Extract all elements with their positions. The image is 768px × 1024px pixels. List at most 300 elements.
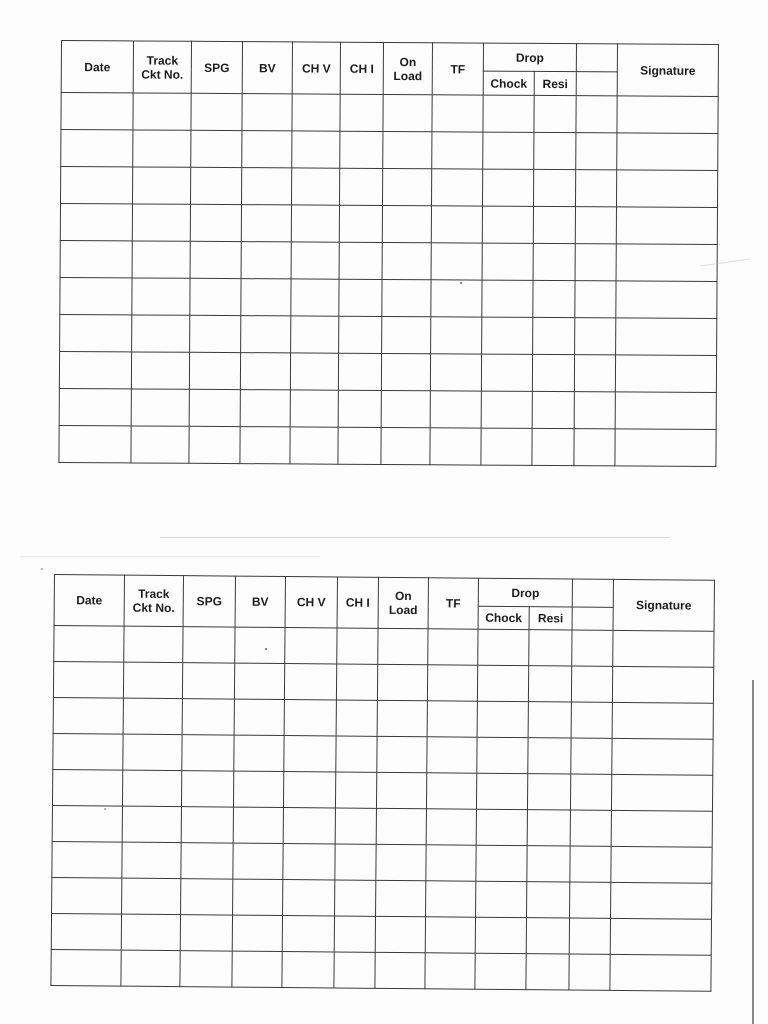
col-date-header: Date — [61, 41, 133, 93]
table-cell — [475, 917, 526, 953]
table-cell — [431, 169, 482, 206]
table-cell — [189, 426, 240, 463]
table-cell — [283, 808, 335, 844]
table-row — [60, 204, 717, 245]
table-cell — [233, 771, 283, 807]
col-ch-v-header: CH V — [285, 577, 337, 628]
table-cell — [476, 881, 527, 917]
table-cell — [534, 132, 576, 169]
table-cell — [59, 425, 131, 462]
table-cell — [477, 701, 528, 737]
table-cell — [482, 317, 533, 354]
table-cell — [476, 845, 527, 881]
table-cell — [339, 279, 382, 316]
table-cell — [576, 96, 617, 133]
table-cell — [616, 318, 717, 356]
table-cell — [616, 281, 717, 319]
table-cell — [290, 390, 338, 427]
col-on-load-header — [383, 42, 432, 94]
table-cell — [575, 170, 616, 207]
table-cell — [570, 846, 611, 882]
col-drop-resi-header: Resi — [534, 71, 576, 95]
table-cell — [53, 697, 123, 734]
table-cell — [284, 736, 336, 772]
col-drop-chock-header: Chock — [478, 606, 529, 629]
table-cell — [282, 916, 334, 952]
table-cell — [377, 664, 427, 700]
col-ch-i-header: CH I — [340, 42, 383, 94]
table-cell — [335, 772, 376, 808]
table-cell — [533, 280, 575, 317]
table-row — [59, 388, 716, 429]
table-cell — [569, 954, 610, 990]
col-bv-header: BV — [242, 42, 292, 94]
table-cell — [292, 131, 340, 168]
table-cell — [617, 96, 718, 134]
table-cell — [191, 93, 242, 130]
scan-speck — [265, 648, 267, 650]
table-cell — [183, 627, 235, 663]
table-cell — [431, 317, 482, 354]
table-cell — [191, 130, 242, 167]
col-drop-resi-header: Resi — [529, 607, 572, 630]
table-cell — [611, 846, 712, 883]
table-cell — [532, 354, 574, 391]
table-cell — [426, 773, 476, 809]
table-cell — [335, 808, 376, 844]
table-cell — [336, 700, 377, 736]
table-cell — [339, 168, 382, 205]
table-cell — [532, 428, 574, 465]
table-cell — [282, 952, 334, 988]
table-cell — [242, 131, 292, 168]
scan-artifact-line — [20, 556, 320, 557]
table-cell — [430, 428, 481, 465]
table-cell — [381, 353, 430, 390]
table-cell — [233, 843, 283, 879]
register-table-2 — [50, 574, 715, 992]
col-ch-i-header: CH I — [337, 577, 378, 628]
table-cell — [132, 278, 190, 315]
table-cell — [478, 629, 529, 665]
table-cell — [335, 844, 376, 880]
table-cell — [376, 844, 426, 880]
table-cell — [615, 392, 716, 430]
scan-speck — [460, 282, 462, 284]
table-cell — [290, 427, 338, 464]
table-cell — [52, 769, 122, 806]
table-cell — [527, 810, 570, 846]
table-cell — [61, 130, 133, 167]
table-cell — [334, 916, 375, 952]
col-ch-v-header: CH V — [292, 42, 340, 94]
table-row — [51, 913, 711, 955]
col-bv-header: BV — [235, 576, 285, 627]
table-row — [51, 949, 711, 991]
table-cell — [612, 666, 713, 703]
col-spg-header: SPG — [183, 576, 235, 627]
table-cell — [334, 952, 375, 988]
table-cell — [476, 809, 527, 845]
table-cell — [180, 915, 232, 951]
table-cell — [338, 353, 381, 390]
table-cell — [533, 206, 575, 243]
table-cell — [339, 242, 382, 279]
table-row — [53, 697, 713, 739]
table-cell — [528, 738, 571, 774]
table-cell — [241, 279, 291, 316]
table-cell — [574, 429, 615, 466]
table-cell — [381, 427, 430, 464]
on-load-label: On Load — [388, 588, 418, 618]
table-cell — [533, 169, 575, 206]
table-cell — [235, 627, 285, 663]
table-cell — [232, 915, 282, 951]
col-track-ckt-no-header — [133, 41, 191, 93]
table-cell — [180, 951, 232, 987]
table-row — [60, 314, 717, 355]
table-cell — [338, 427, 381, 464]
table-cell — [234, 663, 284, 699]
table-cell — [375, 916, 425, 952]
table-cell — [123, 698, 182, 735]
table-cell — [291, 168, 339, 205]
table-cell — [283, 772, 335, 808]
table-cell — [527, 882, 570, 918]
table-cell — [59, 388, 131, 425]
table-header — [61, 41, 718, 97]
table-cell — [336, 736, 377, 772]
table-cell — [426, 881, 476, 917]
table-cell — [616, 170, 717, 208]
table-cell — [431, 280, 482, 317]
on-load-label: On Load — [393, 54, 423, 83]
table-cell — [616, 244, 717, 282]
table-cell — [190, 278, 241, 315]
table-cell — [526, 954, 569, 990]
register-table-1 — [58, 40, 719, 467]
table-row — [52, 805, 712, 847]
table-cell — [241, 168, 291, 205]
table-row — [52, 877, 712, 919]
col-blank-header — [572, 579, 613, 607]
table-cell — [61, 93, 133, 130]
table-cell — [425, 917, 475, 953]
table-cell — [121, 950, 180, 987]
table-cell — [526, 918, 569, 954]
table-cell — [376, 808, 426, 844]
scan-artifact-line — [160, 537, 670, 538]
table-cell — [59, 351, 131, 388]
table-cell — [617, 133, 718, 171]
table-cell — [182, 663, 234, 699]
table-cell — [53, 662, 123, 699]
table-row — [60, 277, 717, 318]
table-cell — [431, 243, 482, 280]
table-row — [59, 425, 716, 466]
table-cell — [381, 390, 430, 427]
table-cell — [575, 318, 616, 355]
table-cell — [283, 844, 335, 880]
table-cell — [377, 736, 427, 772]
table-cell — [378, 628, 428, 664]
col-blank-subheader — [572, 607, 613, 630]
table-cell — [482, 206, 533, 243]
col-date-header: Date — [54, 575, 124, 627]
table-cell — [292, 94, 340, 131]
table-cell — [382, 316, 431, 353]
table-cell — [576, 133, 617, 170]
table-cell — [181, 879, 233, 915]
table-row — [52, 769, 712, 811]
table-row — [61, 93, 718, 134]
table-cell — [122, 878, 181, 915]
table-cell — [571, 666, 612, 702]
table-cell — [132, 241, 190, 278]
table-cell — [234, 735, 284, 771]
col-signature-header: Signature — [613, 579, 714, 631]
table-cell — [124, 626, 183, 663]
table-cell — [233, 879, 283, 915]
table-cell — [572, 630, 613, 666]
table-cell — [427, 665, 477, 701]
table-cell — [570, 882, 611, 918]
table-cell — [51, 949, 121, 986]
table-row — [60, 240, 717, 281]
table-cell — [613, 630, 714, 667]
table-cell — [615, 429, 716, 467]
col-signature-header: Signature — [617, 44, 718, 97]
table-cell — [477, 665, 528, 701]
table-cell — [575, 281, 616, 318]
table-cell — [285, 628, 337, 664]
table-row — [54, 626, 714, 668]
table-cell — [477, 737, 528, 773]
table-row — [53, 662, 713, 704]
table-cell — [534, 95, 576, 132]
table-cell — [426, 809, 476, 845]
table-body — [59, 93, 718, 467]
table-cell — [575, 207, 616, 244]
table-cell — [612, 738, 713, 775]
page-edge-line — [752, 680, 754, 1024]
table-cell — [336, 664, 377, 700]
table-row — [61, 130, 718, 171]
table-cell — [527, 774, 570, 810]
table-cell — [612, 702, 713, 739]
table-cell — [234, 699, 284, 735]
table-cell — [382, 168, 431, 205]
col-spg-header: SPG — [191, 41, 242, 93]
table-cell — [181, 771, 233, 807]
table-cell — [611, 810, 712, 847]
table-cell — [574, 355, 615, 392]
table-cell — [571, 702, 612, 738]
table-cell — [340, 94, 383, 131]
table-cell — [569, 918, 610, 954]
table-cell — [528, 666, 571, 702]
table-cell — [133, 130, 191, 167]
col-drop-chock-header: Chock — [483, 71, 534, 95]
table-cell — [616, 207, 717, 245]
table-cell — [339, 205, 382, 242]
table-cell — [432, 132, 483, 169]
table-row — [61, 167, 718, 208]
table-cell — [481, 391, 532, 428]
table-cell — [291, 316, 339, 353]
table-cell — [190, 204, 241, 241]
table-header — [54, 575, 714, 632]
table-cell — [533, 243, 575, 280]
table-cell — [190, 167, 241, 204]
table-cell — [610, 918, 711, 955]
table-cell — [529, 630, 572, 666]
table-cell — [528, 702, 571, 738]
table-cell — [182, 735, 234, 771]
table-cell — [131, 352, 189, 389]
table-body — [51, 626, 714, 992]
table-cell — [133, 93, 191, 130]
track-ckt-no-label: Track Ckt No. — [132, 586, 175, 616]
table-cell — [432, 95, 483, 132]
table-row — [53, 733, 713, 775]
scan-speck — [41, 568, 43, 570]
table-cell — [52, 841, 122, 878]
table-cell — [475, 953, 526, 989]
col-tf-header: TF — [428, 578, 478, 629]
table-cell — [242, 94, 292, 131]
table-cell — [291, 205, 339, 242]
table-cell — [232, 951, 282, 987]
table-cell — [284, 700, 336, 736]
table-cell — [190, 241, 241, 278]
table-cell — [575, 244, 616, 281]
table-cell — [241, 242, 291, 279]
table-cell — [425, 953, 475, 989]
table-cell — [181, 843, 233, 879]
table-cell — [233, 807, 283, 843]
table-cell — [571, 738, 612, 774]
table-cell — [53, 733, 123, 770]
table-cell — [482, 169, 533, 206]
table-cell — [377, 700, 427, 736]
table-cell — [570, 810, 611, 846]
table-cell — [337, 628, 378, 664]
table-row — [59, 351, 716, 392]
table-cell — [574, 392, 615, 429]
table-cell — [430, 391, 481, 428]
table-cell — [339, 316, 382, 353]
table-cell — [611, 882, 712, 919]
table-cell — [527, 846, 570, 882]
col-blank-subheader — [576, 72, 617, 96]
table-cell — [121, 914, 180, 951]
table-cell — [482, 280, 533, 317]
table-cell — [532, 391, 574, 428]
table-cell — [132, 204, 190, 241]
table-cell — [283, 880, 335, 916]
table-cell — [570, 774, 611, 810]
table-cell — [241, 316, 291, 353]
table-cell — [335, 880, 376, 916]
table-cell — [428, 629, 478, 665]
track-ckt-no-label: Track Ckt No. — [141, 53, 184, 82]
table-cell — [610, 954, 711, 991]
table-cell — [122, 842, 181, 879]
table-cell — [481, 428, 532, 465]
table-cell — [533, 317, 575, 354]
table-cell — [383, 131, 432, 168]
table-cell — [340, 131, 383, 168]
table-cell — [375, 952, 425, 988]
table-cell — [132, 167, 190, 204]
table-cell — [131, 426, 189, 463]
table-cell — [483, 95, 534, 132]
table-cell — [427, 701, 477, 737]
table-cell — [54, 626, 124, 663]
table-cell — [52, 877, 122, 914]
table-cell — [240, 427, 290, 464]
table-cell — [376, 772, 426, 808]
table-cell — [338, 390, 381, 427]
table-cell — [52, 805, 122, 842]
table-cell — [426, 845, 476, 881]
table-cell — [290, 353, 338, 390]
table-cell — [383, 94, 432, 131]
table-cell — [189, 352, 240, 389]
table-cell — [483, 132, 534, 169]
table-cell — [284, 664, 336, 700]
table-cell — [240, 353, 290, 390]
table-cell — [131, 389, 189, 426]
col-drop-header: Drop — [483, 43, 576, 72]
table-cell — [60, 240, 132, 277]
col-blank-header — [576, 44, 617, 72]
table-cell — [181, 807, 233, 843]
table-cell — [123, 734, 182, 771]
table-cell — [132, 315, 190, 352]
scan-speck — [104, 808, 106, 810]
table-cell — [60, 204, 132, 241]
table-cell — [431, 206, 482, 243]
table-cell — [482, 243, 533, 280]
table-cell — [123, 662, 182, 699]
table-cell — [241, 205, 291, 242]
table-cell — [291, 242, 339, 279]
table-cell — [189, 389, 240, 426]
table-cell — [427, 737, 477, 773]
col-on-load-header — [378, 577, 428, 628]
col-track-ckt-no-header — [124, 575, 183, 627]
table-cell — [481, 354, 532, 391]
table-cell — [611, 774, 712, 811]
table-cell — [182, 699, 234, 735]
table-cell — [122, 806, 181, 843]
table-cell — [60, 314, 132, 351]
table-cell — [51, 913, 121, 950]
table-cell — [240, 390, 290, 427]
table-cell — [291, 279, 339, 316]
table-cell — [60, 277, 132, 314]
table-cell — [615, 355, 716, 393]
col-tf-header: TF — [432, 43, 483, 95]
table-row — [52, 841, 712, 883]
table-cell — [122, 770, 181, 807]
col-drop-header: Drop — [478, 578, 572, 607]
table-cell — [430, 354, 481, 391]
table-cell — [476, 773, 527, 809]
table-cell — [382, 205, 431, 242]
